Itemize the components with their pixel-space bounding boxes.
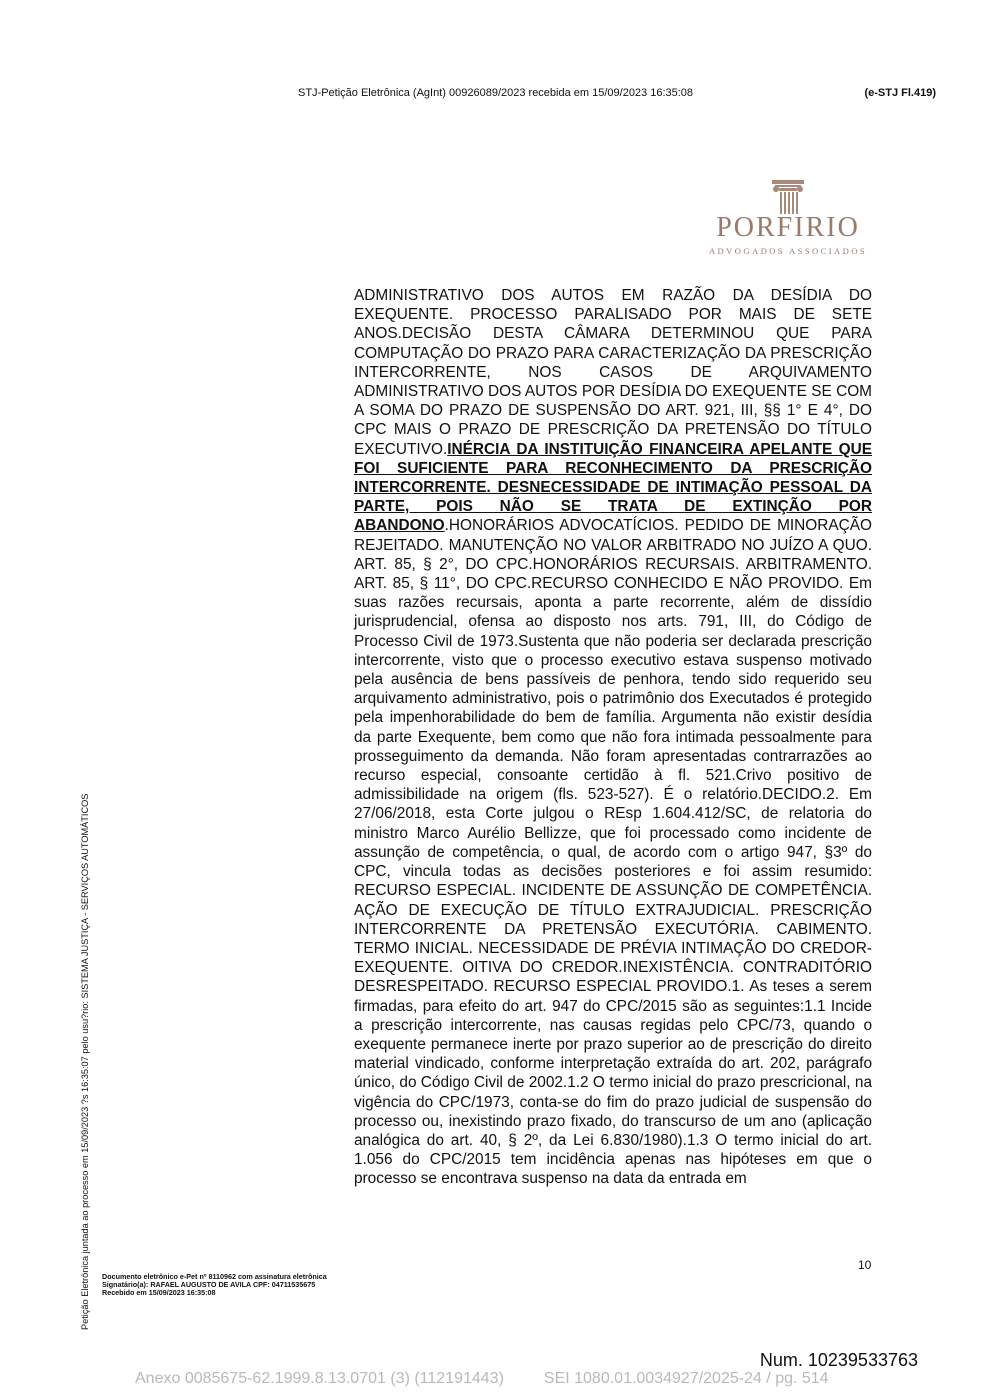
side-stamp: Petição Eletrônica juntada ao processo em 15/09/2023 ?s 16:35:07 pelo usu?rio: SISTEMA JUSTIÇA - SERVIÇOS AUTOMÁTICOS [80,793,90,1330]
annex-reference: Anexo 0085675-62.1999.8.13.0701 (3) (112191443) [135,1370,504,1387]
logo-name: PORFIRIO [716,212,860,243]
signature-line1: Documento eletrônico e-Pet nº 8110962 com assinatura eletrônica [102,1272,327,1281]
column-capital-icon [700,180,876,214]
body-text-emphasis: INÉRCIA DA INSTITUIÇÃO FINANCEIRA APELANTE QUE FOI SUFICIENTE PARA RECONHECIMENTO DA PRESCRIÇÃO INTERCORRENTE. DESNECESSIDADE DE INTIMAÇÃO PESSOAL DA PARTE, POIS NÃO SE TRATA DE EXTINÇÃO POR ABANDONO [354,440,872,535]
signature-line2: Signatário(a): RAFAEL AUGUSTO DE AVILA CPF: 04711535675 [102,1280,316,1290]
document-number: Num. 10239533763 [759,1350,918,1370]
sei-reference: SEI 1080.01.0034927/2025-24 / pg. 514 [543,1370,829,1387]
page-number: 10 [858,1258,872,1272]
header-title: STJ-Petição Eletrônica (AgInt) 00926089/2023 recebida em 15/09/2023 16:35:08 [298,87,694,99]
firm-logo [700,180,876,260]
logo-subtitle: ADVOGADOS ASSOCIADOS [708,246,868,256]
signature-block [102,1273,327,1298]
document-body [354,286,872,1189]
body-text-part1: ADMINISTRATIVO DOS AUTOS EM RAZÃO DA DESÍDIA DO EXEQUENTE. PROCESSO PARALISADO POR MAIS DE SETE ANOS.DECISÃO DESTA CÂMARA DETERMINOU QUE PARA COMPUTAÇÃO DO PRAZO PARA CARACTERIZAÇÃO DA PRESCRIÇÃO INTERCORRENTE, NOS CASOS DE ARQUIVAMENTO ADMINISTRATIVO DOS AUTOS POR DESÍDIA DO EXEQUENTE SE COM A SOMA DO PRAZO DE SUSPENSÃO DO ART. 921, III, §§ 1° E 4°, DO CPC MAIS O PRAZO DE PRESCRIÇÃO DA PRETENSÃO DO TÍTULO EXECUTIVO. [354,287,872,458]
header-folio: (e-STJ Fl.419) [864,87,936,99]
footer-annex [135,1370,829,1388]
body-text-part3: .HONORÁRIOS ADVOCATÍCIOS. PEDIDO DE MINORAÇÃO REJEITADO. MANUTENÇÃO NO VALOR ARBITRADO NO JUÍZO A QUO. ART. 85, § 2°, DO CPC.HONORÁRIOS RECURSAIS. ARBITRAMENTO. ART. 85, § 11°, DO CPC.RECURSO CONHECIDO E NÃO PROVIDO. Em suas razões recursais, aponta a parte recorrente, além de dissídio jurisprudencial, ofensa ao disposto nos arts. 791, III, do Código de Processo Civil de 1973.Sustenta que não poderia ser declarada prescrição intercorrente, visto que o processo executivo estava suspenso motivado pela ausência de bens passíveis de penhora, tendo sido requerido seu arquivamento administrativo, pois o patrimônio dos Executados é protegido pela impenhorabilidade do bem de família. Argumenta não existir desídia da parte Exequente, bem como que não fora intimada pessoalmente para prosseguimento da demanda. Não foram apresentadas contrarrazões ao recurso especial, consoante certidão à fl. 521.Crivo positivo de admissibilidade na origem (fls. 523-527). É o relatório.DECIDO.2. Em 27/06/2018, esta Corte julgou o REsp 1.604.412/SC, de relatoria do ministro Marco Aurélio Bellizze, que foi processado como incidente de assunção de competência, o qual, de acordo com o artigo 947, §3º do CPC, vincula todas as decisões posteriores e foi assim resumido: RECURSO ESPECIAL. INCIDENTE DE ASSUNÇÃO DE COMPETÊNCIA. AÇÃO DE EXECUÇÃO DE TÍTULO EXTRAJUDICIAL. PRESCRIÇÃO INTERCORRENTE DA PRETENSÃO EXECUTÓRIA. CABIMENTO. TERMO INICIAL. NECESSIDADE DE PRÉVIA INTIMAÇÃO DO CREDOR-EXEQUENTE. OITIVA DO CREDOR.INEXISTÊNCIA. CONTRADITÓRIO DESRESPEITADO. RECURSO ESPECIAL PROVIDO.1. As teses a serem firmadas, para efeito do art. 947 do CPC/2015 são as seguintes:1.1 Incide a prescrição intercorrente, nas causas regidas pelo CPC/73, quando o exequente permanece inerte por prazo superior ao de prescrição do direito material vindicado, conforme interpretação extraída do art. 202, parágrafo único, do Código Civil de 2002.1.2 O termo inicial do prazo prescricional, na vigência do CPC/1973, conta-se do fim do prazo judicial de suspensão do processo ou, inexistindo prazo fixado, do transcurso de um ano (aplicação analógica do art. 40, § 2º, da Lei 6.830/1980).1.3 O termo inicial do art. 1.056 do CPC/2015 tem incidência apenas nas hipóteses em que o processo se encontrava suspenso na data da entrada em [354,517,872,1188]
signature-line3: Recebido em 15/09/2023 16:35:08 [102,1288,216,1298]
